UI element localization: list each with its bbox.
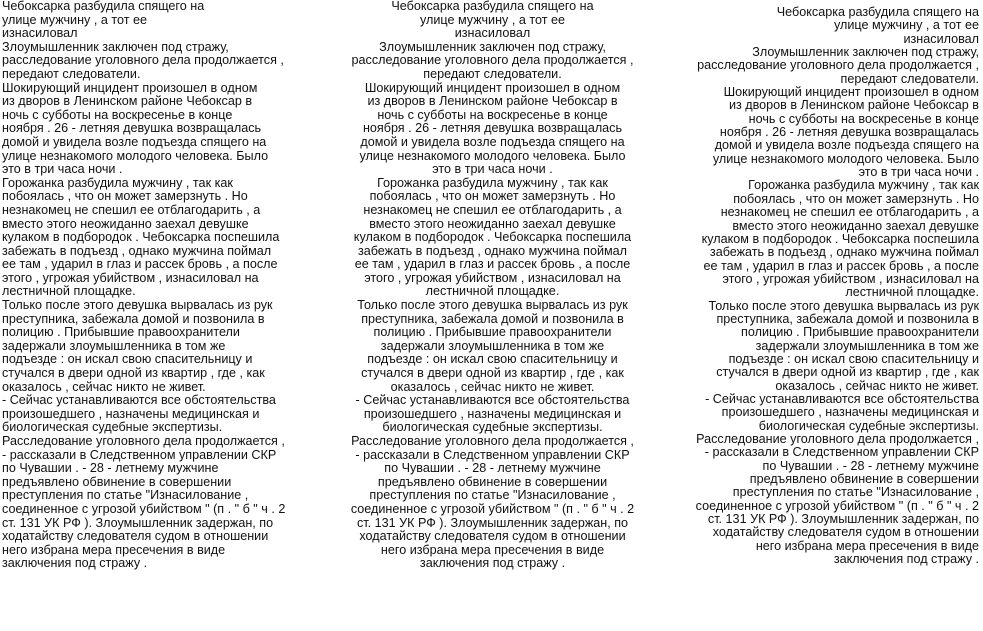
text-column-right-aligned: Чебоксарка разбудила спящего на улице мужчину , а тот ее изнасиловал Злоумышленник заключен под стражу, расследование уголовного дела продолжается , передают следователи. Шокирующий инцидент произошел в одном из дворов в Ленинском районе Чебоксар в ночь с субботы на воскресенье в конце ноября . 26 - летняя девушка возвращалась домой и увидела возле подъезда спящего на улице незнакомого молодого человека. Было это в три часа ночи . Горожанка разбудила мужчину , так как побоялась , что он может замерзнуть . Но незнакомец не спешил ее отблагодарить , а вместо этого неожиданно заехал девушке кулаком в подбородок . Чебоксарка поспешила забежать в подъезд , однако мужчина поймал ее там , ударил в глаз и рассек бровь , а после этого , угрожая убийством , изнасиловал на лестничной площадке. Только после этого девушка вырвалась из рук преступника, забежала домой и позвонила в полицию . Прибывшие правоохранители задержали злоумышленника в том же подъезде : он искал свою спасительницу и стучался в двери одной из квартир , где , как оказалось , сейчас никто не живет. - Сейчас устанавливаются все обстоятельства произошедшего , назначены медицинская и биологическая судебные экспертизы. Расследование уголовного дела продолжается , - рассказали в Следственном управлении СКР по Чувашии . - 28 - летнему мужчине предъявлено обвинение в совершении преступления по статье "Изнасилование , соединенное с угрозой убийством " (п . " б " ч . 2 ст. 131 УК РФ ). Злоумышленник задержан, по ходатайству следователя судом в отношении него избрана мера пресечения в виде заключения под стражу . — [695, 5, 979, 567]
text-column-left-aligned: Чебоксарка разбудила спящего на улице мужчину , а тот ее изнасиловал Злоумышленник заключен под стражу, расследование уголовного дела продолжается , передают следователи. Шокирующий инцидент произошел в одном из дворов в Ленинском районе Чебоксар в ночь с субботы на воскресенье в конце ноября . 26 - летняя девушка возвращалась домой и увидела возле подъезда спящего на улице незнакомого молодого человека. Было это в три часа ночи . Горожанка разбудила мужчину , так как побоялась , что он может замерзнуть . Но незнакомец не спешил ее отблагодарить , а вместо этого неожиданно заехал девушке кулаком в подбородок . Чебоксарка поспешила забежать в подъезд , однако мужчина поймал ее там , ударил в глаз и рассек бровь , а после этого , угрожая убийством , изнасиловал на лестничной площадке. Только после этого девушка вырвалась из рук преступника, забежала домой и позвонила в полицию . Прибывшие правоохранители задержали злоумышленника в том же подъезде : он искал свою спасительницу и стучался в двери одной из квартир , где , как оказалось , сейчас никто не живет. - Сейчас устанавливаются все обстоятельства произошедшего , назначены медицинская и биологическая судебные экспертизы. Расследование уголовного дела продолжается , - рассказали в Следственном управлении СКР по Чувашии . - 28 - летнему мужчине предъявлено обвинение в совершении преступления по статье "Изнасилование , соединенное с угрозой убийством " (п . " б " ч . 2 ст. 131 УК РФ ). Злоумышленник задержан, по ходатайству следователя судом в отношении него избрана мера пресечения в виде заключения под стражу . — [2, 0, 286, 571]
text-column-center-aligned: Чебоксарка разбудила спящего на улице мужчину , а тот ее изнасиловал Злоумышленник заключен под стражу, расследование уголовного дела продолжается , передают следователи. Шокирующий инцидент произошел в одном из дворов в Ленинском районе Чебоксар в ночь с субботы на воскресенье в конце ноября . 26 - летняя девушка возвращалась домой и увидела возле подъезда спящего на улице незнакомого молодого человека. Было это в три часа ночи . Горожанка разбудила мужчину , так как побоялась , что он может замерзнуть . Но незнакомец не спешил ее отблагодарить , а вместо этого неожиданно заехал девушке кулаком в подбородок . Чебоксарка поспешила забежать в подъезд , однако мужчина поймал ее там , ударил в глаз и рассек бровь , а после этого , угрожая убийством , изнасиловал на лестничной площадке. Только после этого девушка вырвалась из рук преступника, забежала домой и позвонила в полицию . Прибывшие правоохранители задержали злоумышленника в том же подъезде : он искал свою спасительницу и стучался в двери одной из квартир , где , как оказалось , сейчас никто не живет. - Сейчас устанавливаются все обстоятельства произошедшего , назначены медицинская и биологическая судебные экспертизы. Расследование уголовного дела продолжается , - рассказали в Следственном управлении СКР по Чувашии . - 28 - летнему мужчине предъявлено обвинение в совершении преступления по статье "Изнасилование , соединенное с угрозой убийством " (п . " б " ч . 2 ст. 131 УК РФ ). Злоумышленник задержан, по ходатайству следователя судом в отношении него избрана мера пресечения в виде заключения под стражу . — [350, 0, 635, 571]
